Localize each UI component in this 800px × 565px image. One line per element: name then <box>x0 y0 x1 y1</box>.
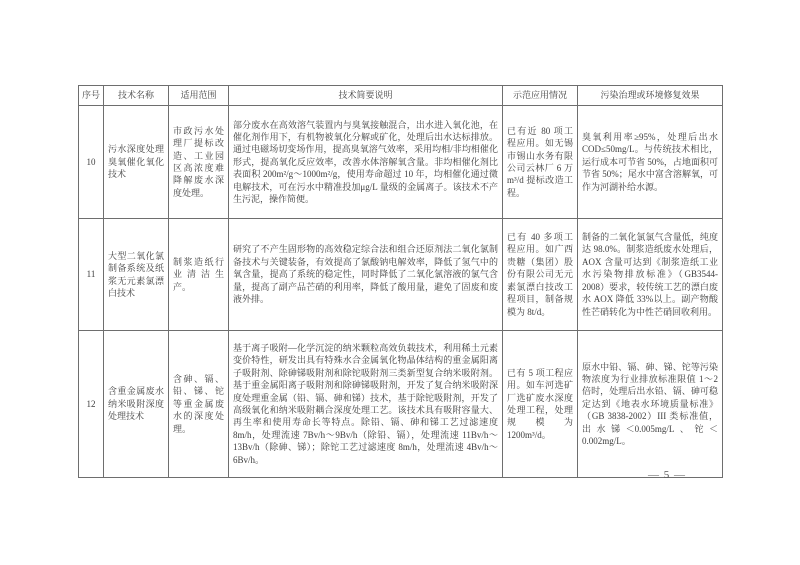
tech-name: 含重金属废水纳米吸附深度处理技术 <box>104 331 169 478</box>
tech-name: 大型二氧化氯制备系统及纸浆无元素氯漂白技术 <box>104 219 169 331</box>
row-index: 12 <box>79 331 104 478</box>
header-cell-effect: 污染治理或环境修复效果 <box>578 86 723 106</box>
tech-application: 已有 5 项工程应用。如车河选矿厂选矿废水深度处理工程，处理规模为 1200m³/d。 <box>503 331 578 478</box>
tech-scope: 制浆造纸行业清洁生产。 <box>169 219 229 331</box>
tech-description: 基于离子吸附—化学沉淀的纳米颗粒高效负载技术，利用稀土元素变价特性，研发出具有特殊水合金属氧化物晶体结构的重金属阳离子吸附剂、除砷锑吸附剂和除铊吸附剂三类新型复合纳米吸附剂。基于重金属阳离子吸附剂和除砷锑吸附剂，开发了复合纳米吸附深度处理重金属（铅、镉、砷和锑）技术，基于除铊吸附剂，开发了高级氧化和纳米吸附耦合深度处理工艺。该技术具有吸附容量大、再生率和使用寿命长等特点。除铅、镉、砷和锑工艺过滤速度 8m/h，处理流速 7Bv/h～9Bv/h（除铅、镉），处理流速 11Bv/h～13Bv/h（除砷、锑）；除铊工艺过滤速度 8m/h，处理流速 4Bv/h～6Bv/h。 <box>229 331 503 478</box>
table-header-row <box>79 86 723 106</box>
tech-name: 污水深度处理臭氧催化氧化技术 <box>104 106 169 219</box>
tech-application: 已有 40 多项工程应用。如广西贵糖（集团）股份有限公司无元素氯漂白技改工程项目，制备规模为 8t/d。 <box>503 219 578 331</box>
page-number: — 5 — <box>648 469 686 481</box>
tech-effect: 原水中铅、镉、砷、锑、铊等污染物浓度为行业排放标准限值 1～2 倍时，处理后出水铅、镉、砷可稳定达到《地表水环境质量标准》（GB 3838-2002）III 类标准值，出水锑＜0.005mg/L、铊＜0.002mg/L。 <box>578 331 723 478</box>
header-cell-scope: 适用范围 <box>169 86 229 106</box>
table-row <box>79 331 723 478</box>
technology-table <box>78 85 723 478</box>
tech-application: 已有近 80 项工程应用。如无锡市锡山水务有限公司云林厂 6 万 m³/d 提标改造工程。 <box>503 106 578 219</box>
tech-scope: 含砷、镉、铅、锑、铊等重金属废水的深度处理。 <box>169 331 229 478</box>
tech-description: 部分废水在高效溶气装置内与臭氧接触混合，出水进入氧化池，在催化剂作用下，有机物被氧化分解或矿化，处理后出水达标排放。通过电磁场切变场作用，提高臭氧溶气效率，采用均相/非均相催化形式，提高氧化反应效率，改善水体溶解氧含量。非均相催化剂比表面积 200m²/g～1000m²/g，使用寿命超过 10 年，均相催化通过微电解技术，可在污水中精准投加μg/L 量级的金属离子。该技术不产生污泥，操作简便。 <box>229 106 503 219</box>
row-index: 10 <box>79 106 104 219</box>
header-cell-index: 序号 <box>79 86 104 106</box>
header-cell-tech-name: 技术名称 <box>104 86 169 106</box>
tech-effect: 制备的二氧化氯氯气含量低，纯度达 98.0%。制浆造纸废水处理后，AOX 含量可达到《制浆造纸工业水污染物排放标准》（GB3544-2008）要求，较传统工艺的漂白废水 AOX 降低 33%以上。副产物酸性芒硝转化为中性芒硝回收利用。 <box>578 219 723 331</box>
table-row <box>79 106 723 219</box>
row-index: 11 <box>79 219 104 331</box>
tech-effect: 臭氧利用率≥95%，处理后出水 COD≤50mg/L。与传统技术相比，运行成本可节省 50%，占地面积可节省 50%；尾水中富含溶解氧，可作为河湖补给水源。 <box>578 106 723 219</box>
header-cell-application: 示范应用情况 <box>503 86 578 106</box>
header-cell-description: 技术简要说明 <box>229 86 503 106</box>
tech-scope: 市政污水处理厂提标改造、工业园区高浓度难降解废水深度处理。 <box>169 106 229 219</box>
table-row <box>79 219 723 331</box>
tech-description: 研究了不产生固形物的高效稳定综合法和组合还原剂法二氧化氯制备技术与关键装备，有效提高了氯酸钠电解效率，降低了氢气中的氧含量，提高了系统的稳定性，同时降低了二氧化氯溶液的氯气含量，提高了副产品芒硝的利用率，降低了酸用量，避免了固废和废液外排。 <box>229 219 503 331</box>
